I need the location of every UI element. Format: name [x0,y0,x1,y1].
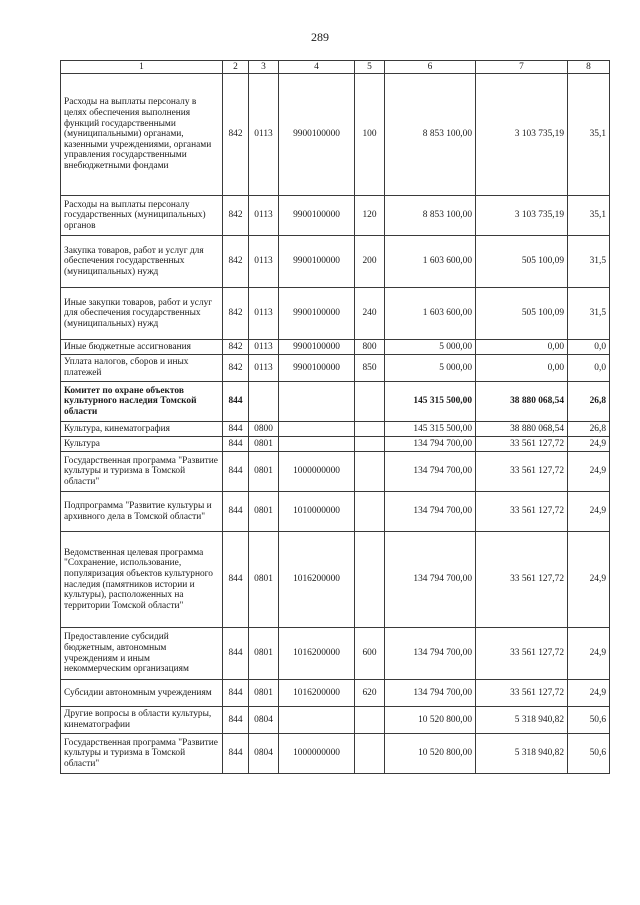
row-name: Расходы на выплаты персоналу в целях обеспечения выполнения функций государственными (муниципальными) органами, казенными учреждениями, органами управления государственными внебюджетными фондами [61,74,223,196]
row-name: Подпрограмма "Развитие культуры и архивного дела в Томской области" [61,492,223,532]
row-code: 844 [223,452,249,492]
row-section: 0801 [249,628,279,680]
row-code: 844 [223,628,249,680]
row-expense-type: 120 [355,196,385,236]
row-plan: 1 603 600,00 [385,288,476,340]
row-plan: 1 603 600,00 [385,236,476,288]
row-target: 1016200000 [279,532,355,628]
row-name: Культура, кинематография [61,422,223,437]
row-plan: 134 794 700,00 [385,680,476,707]
row-plan: 5 000,00 [385,340,476,355]
row-actual: 3 103 735,19 [476,196,568,236]
row-percent: 24,9 [568,492,610,532]
row-actual: 0,00 [476,355,568,382]
row-actual: 33 561 127,72 [476,452,568,492]
header-col-6: 6 [385,61,476,74]
row-section: 0113 [249,340,279,355]
row-code: 842 [223,74,249,196]
row-target: 9900100000 [279,196,355,236]
row-name: Ведомственная целевая программа "Сохранение, использование, популяризация объектов культурного наследия (памятников истории и культуры), расположенных на территории Томской области" [61,532,223,628]
row-actual: 505 100,09 [476,236,568,288]
table-row [61,734,610,774]
row-actual: 33 561 127,72 [476,532,568,628]
row-target: 9900100000 [279,236,355,288]
row-actual: 38 880 068,54 [476,382,568,422]
table-body [61,74,610,774]
header-col-4: 4 [279,61,355,74]
row-expense-type [355,532,385,628]
row-percent: 24,9 [568,452,610,492]
row-plan: 134 794 700,00 [385,492,476,532]
table-row [61,628,610,680]
row-target [279,382,355,422]
row-expense-type [355,707,385,734]
row-code: 842 [223,236,249,288]
row-percent: 0,0 [568,340,610,355]
row-name: Предоставление субсидий бюджетным, автономным учреждениям и иным некоммерческим организациям [61,628,223,680]
row-expense-type [355,382,385,422]
row-percent: 24,9 [568,532,610,628]
row-target: 1000000000 [279,734,355,774]
row-percent: 35,1 [568,74,610,196]
row-target [279,437,355,452]
row-plan: 134 794 700,00 [385,437,476,452]
row-actual: 5 318 940,82 [476,734,568,774]
table-row [61,707,610,734]
row-actual: 33 561 127,72 [476,492,568,532]
row-expense-type [355,422,385,437]
row-code: 844 [223,680,249,707]
table-row [61,74,610,196]
row-percent: 35,1 [568,196,610,236]
row-section: 0801 [249,492,279,532]
row-percent: 31,5 [568,288,610,340]
row-name: Иные бюджетные ассигнования [61,340,223,355]
row-code: 844 [223,492,249,532]
row-name: Другие вопросы в области культуры, кинематографии [61,707,223,734]
row-plan: 145 315 500,00 [385,382,476,422]
row-plan: 10 520 800,00 [385,734,476,774]
row-target [279,422,355,437]
row-expense-type: 620 [355,680,385,707]
row-target: 9900100000 [279,340,355,355]
row-plan: 10 520 800,00 [385,707,476,734]
row-section: 0113 [249,236,279,288]
table-row [61,452,610,492]
row-target: 1016200000 [279,680,355,707]
row-percent: 0,0 [568,355,610,382]
row-name: Иные закупки товаров, работ и услуг для обеспечения государственных (муниципальных) нужд [61,288,223,340]
row-section: 0113 [249,74,279,196]
row-actual: 505 100,09 [476,288,568,340]
row-code: 844 [223,437,249,452]
row-section: 0800 [249,422,279,437]
header-col-1: 1 [61,61,223,74]
row-percent: 24,9 [568,437,610,452]
row-target: 9900100000 [279,74,355,196]
row-plan: 134 794 700,00 [385,532,476,628]
row-target: 1016200000 [279,628,355,680]
row-code: 842 [223,196,249,236]
row-plan: 134 794 700,00 [385,628,476,680]
table-row [61,680,610,707]
row-name: Уплата налогов, сборов и иных платежей [61,355,223,382]
header-col-7: 7 [476,61,568,74]
row-plan: 8 853 100,00 [385,74,476,196]
row-section: 0804 [249,734,279,774]
row-target: 1010000000 [279,492,355,532]
row-name: Государственная программа "Развитие культуры и туризма в Томской области" [61,734,223,774]
row-section: 0801 [249,532,279,628]
header-col-3: 3 [249,61,279,74]
row-target [279,707,355,734]
row-plan: 5 000,00 [385,355,476,382]
row-actual: 33 561 127,72 [476,437,568,452]
row-code: 844 [223,532,249,628]
row-section: 0804 [249,707,279,734]
row-actual: 38 880 068,54 [476,422,568,437]
header-col-5: 5 [355,61,385,74]
row-code: 842 [223,288,249,340]
row-section: 0113 [249,355,279,382]
row-name: Государственная программа "Развитие культуры и туризма в Томской области" [61,452,223,492]
row-expense-type: 100 [355,74,385,196]
row-expense-type: 850 [355,355,385,382]
row-expense-type: 240 [355,288,385,340]
table-row [61,422,610,437]
row-code: 842 [223,355,249,382]
row-code: 844 [223,707,249,734]
row-actual: 33 561 127,72 [476,680,568,707]
table-row [61,196,610,236]
row-expense-type [355,437,385,452]
row-percent: 26,8 [568,382,610,422]
row-target: 9900100000 [279,288,355,340]
row-section: 0113 [249,196,279,236]
row-actual: 0,00 [476,340,568,355]
table-row [61,288,610,340]
row-plan: 145 315 500,00 [385,422,476,437]
table-row [61,532,610,628]
row-expense-type [355,452,385,492]
row-name: Культура [61,437,223,452]
row-target: 1000000000 [279,452,355,492]
row-actual: 5 318 940,82 [476,707,568,734]
row-code: 844 [223,422,249,437]
header-col-8: 8 [568,61,610,74]
row-expense-type: 800 [355,340,385,355]
table-row [61,437,610,452]
row-code: 844 [223,734,249,774]
row-actual: 33 561 127,72 [476,628,568,680]
row-section: 0801 [249,452,279,492]
row-section [249,382,279,422]
row-percent: 50,6 [568,734,610,774]
header-row [61,61,610,74]
row-expense-type: 200 [355,236,385,288]
row-name: Закупка товаров, работ и услуг для обеспечения государственных (муниципальных) нужд [61,236,223,288]
table-row [61,236,610,288]
row-percent: 24,9 [568,680,610,707]
row-expense-type: 600 [355,628,385,680]
page-number: 289 [311,30,329,44]
table-row [61,382,610,422]
row-actual: 3 103 735,19 [476,74,568,196]
header-col-2: 2 [223,61,249,74]
row-section: 0113 [249,288,279,340]
table-row [61,492,610,532]
row-name: Комитет по охране объектов культурного наследия Томской области [61,382,223,422]
row-percent: 31,5 [568,236,610,288]
row-section: 0801 [249,437,279,452]
row-name: Расходы на выплаты персоналу государственных (муниципальных) органов [61,196,223,236]
budget-table [60,60,610,774]
row-expense-type [355,492,385,532]
row-expense-type [355,734,385,774]
row-plan: 8 853 100,00 [385,196,476,236]
row-percent: 26,8 [568,422,610,437]
row-code: 844 [223,382,249,422]
row-plan: 134 794 700,00 [385,452,476,492]
row-percent: 50,6 [568,707,610,734]
row-name: Субсидии автономным учреждениям [61,680,223,707]
table-row [61,355,610,382]
row-target: 9900100000 [279,355,355,382]
table-row [61,340,610,355]
row-section: 0801 [249,680,279,707]
row-percent: 24,9 [568,628,610,680]
row-code: 842 [223,340,249,355]
